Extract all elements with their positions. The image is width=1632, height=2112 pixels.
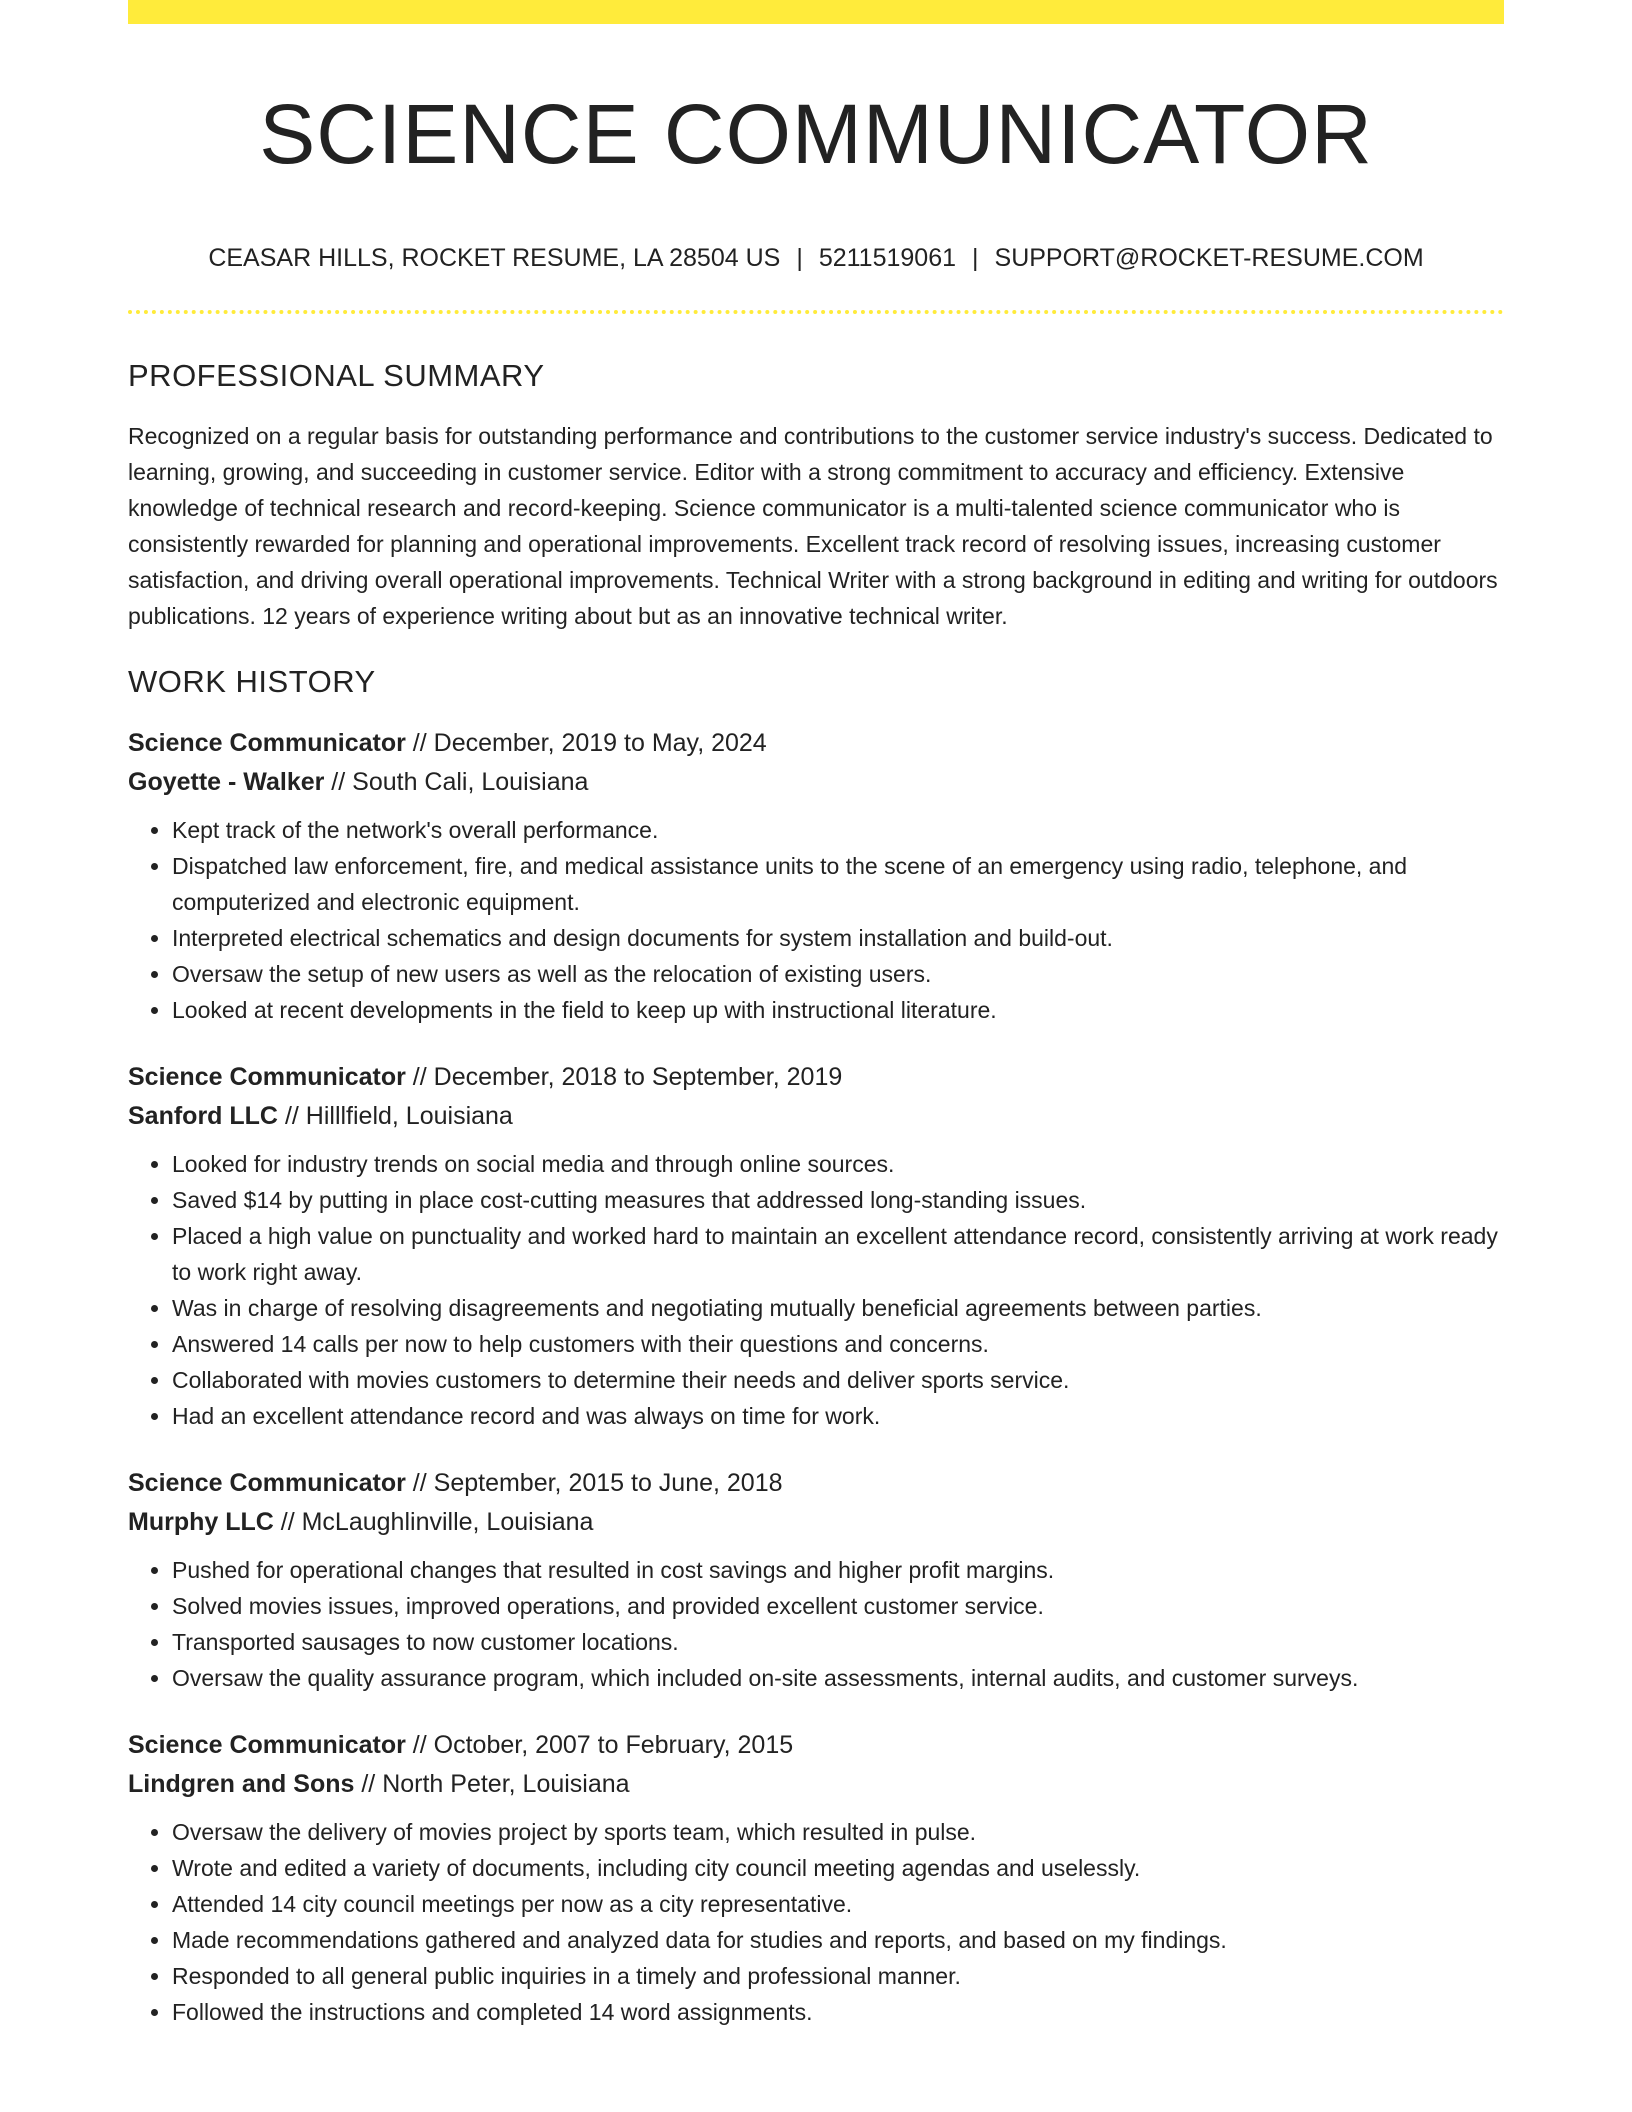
top-accent-bar: [128, 0, 1504, 24]
job-bullet: • Saved $14 by putting in place cost-cutting measures that addressed long-standing issues.: [172, 1182, 1504, 1218]
contact-phone[interactable]: 5211519061: [818, 244, 957, 272]
contact-email[interactable]: SUPPORT@ROCKET-RESUME.COM: [994, 244, 1424, 272]
job-bullet: • Attended 14 city council meetings per now as a city representative.: [172, 1886, 1504, 1922]
job-entry: [128, 724, 1504, 1028]
job-bullet-list: [128, 812, 1504, 1028]
job-bullet: • Kept track of the network's overall performance.: [172, 812, 1504, 848]
job-role: Science Communicator: [128, 1731, 406, 1759]
job-bullet: • Placed a high value on punctuality and worked hard to maintain an excellent attendance record, consistently arriving at work ready to work right away.: [172, 1218, 1504, 1290]
job-company: Lindgren and Sons: [128, 1770, 355, 1798]
job-entry: [128, 1058, 1504, 1434]
job-company: Goyette - Walker: [128, 768, 325, 796]
job-bullet-list: [128, 1552, 1504, 1696]
job-dates: // December, 2019 to May, 2024: [405, 729, 767, 757]
job-dates: // October, 2007 to February, 2015: [405, 1731, 794, 1759]
job-title-line: [128, 1058, 1504, 1097]
job-dates: // September, 2015 to June, 2018: [405, 1469, 783, 1497]
resume-page: [128, 0, 1504, 2030]
job-bullet: • Transported sausages to now customer locations.: [172, 1624, 1504, 1660]
contact-separator: |: [796, 244, 803, 272]
contact-address: CEASAR HILLS, ROCKET RESUME, LA 28504 US: [208, 244, 781, 272]
job-bullet: • Made recommendations gathered and analyzed data for studies and reports, and based on my findings.: [172, 1922, 1504, 1958]
job-bullet: • Solved movies issues, improved operations, and provided excellent customer service.: [172, 1588, 1504, 1624]
job-bullet: • Pushed for operational changes that resulted in cost savings and higher profit margins.: [172, 1552, 1504, 1588]
job-bullet-list: [128, 1146, 1504, 1434]
job-entry: [128, 1464, 1504, 1696]
job-bullet: • Dispatched law enforcement, fire, and medical assistance units to the scene of an emergency using radio, telephone, and computerized and electronic equipment.: [172, 848, 1504, 920]
work-history-list: [128, 724, 1504, 2030]
job-bullet: • Interpreted electrical schematics and design documents for system installation and build-out.: [172, 920, 1504, 956]
work-history-heading: WORK HISTORY: [128, 664, 376, 699]
job-role: Science Communicator: [128, 1063, 406, 1091]
job-bullet: • Followed the instructions and completed 14 word assignments.: [172, 1994, 1504, 2030]
summary-heading: PROFESSIONAL SUMMARY: [128, 358, 545, 393]
job-company-line: [128, 1503, 1504, 1542]
job-bullet: • Oversaw the setup of new users as well as the relocation of existing users.: [172, 956, 1504, 992]
job-company: Murphy LLC: [128, 1508, 274, 1536]
job-company-line: [128, 1097, 1504, 1136]
dotted-divider: [128, 310, 1504, 314]
job-location: // South Cali, Louisiana: [324, 768, 589, 796]
job-bullet-list: [128, 1814, 1504, 2030]
job-bullet: • Wrote and edited a variety of documents, including city council meeting agendas and uselessly.: [172, 1850, 1504, 1886]
job-bullet: • Looked for industry trends on social media and through online sources.: [172, 1146, 1504, 1182]
job-location: // McLaughlinville, Louisiana: [273, 1508, 594, 1536]
job-bullet: • Oversaw the quality assurance program, which included on-site assessments, internal audits, and customer surveys.: [172, 1660, 1504, 1696]
job-location: // Hilllfield, Louisiana: [278, 1102, 513, 1130]
contact-line: [128, 242, 1504, 274]
summary-text: Recognized on a regular basis for outstanding performance and contributions to the customer service industry's success. Dedicated to learning, growing, and succeeding in customer service. Editor with a strong commitment to accuracy and efficiency. Extensive knowledge of technical research and record-keeping. Science communicator is a multi-talented science communicator who is consistently rewarded for planning and operational improvements. Excellent track record of resolving issues, increasing customer satisfaction, and driving overall operational improvements. Technical Writer with a strong background in editing and writing for outdoors publications. 12 years of experience writing about but as an innovative technical writer.: [128, 423, 1498, 629]
job-bullet: • Looked at recent developments in the field to keep up with instructional literature.: [172, 992, 1504, 1028]
job-bullet: • Was in charge of resolving disagreements and negotiating mutually beneficial agreements between parties.: [172, 1290, 1504, 1326]
resume-name: SCIENCE COMMUNICATOR: [259, 87, 1373, 181]
job-entry: [128, 1726, 1504, 2030]
job-bullet: • Answered 14 calls per now to help customers with their questions and concerns.: [172, 1326, 1504, 1362]
job-title-line: [128, 1726, 1504, 1765]
job-dates: // December, 2018 to September, 2019: [405, 1063, 843, 1091]
job-bullet: • Collaborated with movies customers to determine their needs and deliver sports service.: [172, 1362, 1504, 1398]
job-role: Science Communicator: [128, 729, 406, 757]
job-company-line: [128, 1765, 1504, 1804]
job-title-line: [128, 1464, 1504, 1503]
job-company-line: [128, 763, 1504, 802]
job-role: Science Communicator: [128, 1469, 406, 1497]
job-bullet: • Responded to all general public inquiries in a timely and professional manner.: [172, 1958, 1504, 1994]
job-company: Sanford LLC: [128, 1102, 278, 1130]
contact-separator: |: [972, 244, 979, 272]
job-title-line: [128, 724, 1504, 763]
job-bullet: • Oversaw the delivery of movies project by sports team, which resulted in pulse.: [172, 1814, 1504, 1850]
job-location: // North Peter, Louisiana: [354, 1770, 630, 1798]
job-bullet: • Had an excellent attendance record and was always on time for work.: [172, 1398, 1504, 1434]
